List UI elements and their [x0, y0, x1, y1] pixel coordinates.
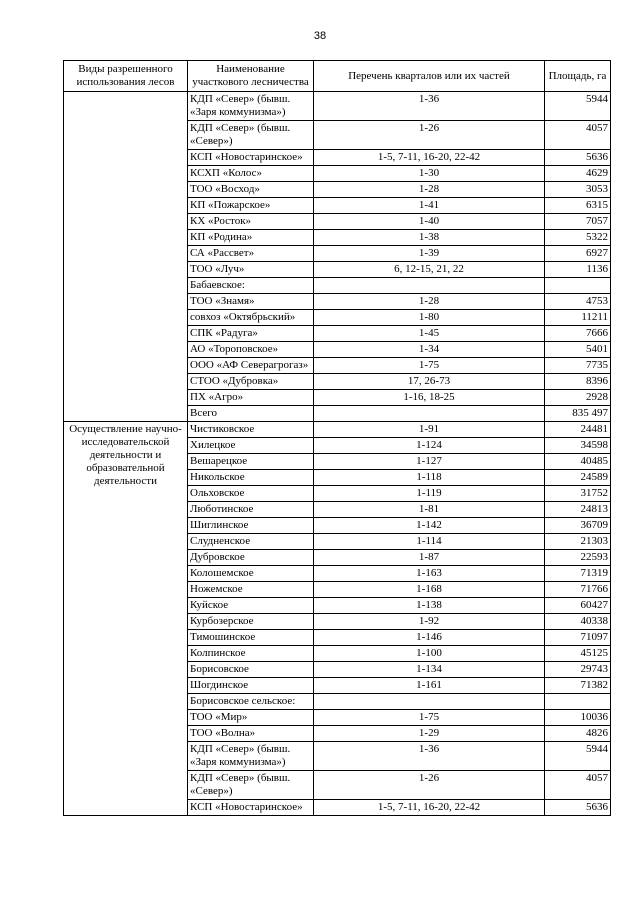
- area-cell: 24589: [545, 470, 611, 486]
- forestry-name-cell: Слудненское: [188, 534, 314, 550]
- area-cell: 71766: [545, 582, 611, 598]
- forestry-name-cell: Шиглинское: [188, 518, 314, 534]
- area-cell: 24481: [545, 422, 611, 438]
- area-cell: 2928: [545, 390, 611, 406]
- area-cell: 8396: [545, 374, 611, 390]
- quarters-cell: 1-114: [314, 534, 545, 550]
- area-cell: 7666: [545, 326, 611, 342]
- quarters-cell: 1-16, 18-25: [314, 390, 545, 406]
- area-cell: 71097: [545, 630, 611, 646]
- table-header-row: [64, 61, 611, 92]
- quarters-cell: 1-119: [314, 486, 545, 502]
- quarters-cell: 1-40: [314, 214, 545, 230]
- area-cell: 4826: [545, 726, 611, 742]
- area-cell: 29743: [545, 662, 611, 678]
- quarters-cell: 1-30: [314, 166, 545, 182]
- quarters-cell: 1-87: [314, 550, 545, 566]
- area-cell: 36709: [545, 518, 611, 534]
- quarters-cell: 1-45: [314, 326, 545, 342]
- forestry-name-cell: ТОО «Знамя»: [188, 294, 314, 310]
- area-cell: 7735: [545, 358, 611, 374]
- forestry-name-cell: ТОО «Мир»: [188, 710, 314, 726]
- forestry-name-cell: Борисовское: [188, 662, 314, 678]
- forestry-name-cell: Никольское: [188, 470, 314, 486]
- area-cell: 34598: [545, 438, 611, 454]
- forestry-name-cell: Ольховское: [188, 486, 314, 502]
- quarters-cell: [314, 406, 545, 422]
- forestry-name-cell: СПК «Радуга»: [188, 326, 314, 342]
- area-cell: 45125: [545, 646, 611, 662]
- quarters-cell: [314, 278, 545, 294]
- forestry-name-cell: совхоз «Октябрьский»: [188, 310, 314, 326]
- quarters-cell: 1-38: [314, 230, 545, 246]
- forestry-name-cell: Вешарецкое: [188, 454, 314, 470]
- use-type-cell: [64, 92, 188, 422]
- area-cell: 5944: [545, 742, 611, 771]
- area-cell: 4753: [545, 294, 611, 310]
- quarters-cell: 1-124: [314, 438, 545, 454]
- forestry-name-cell: АО «Тороповское»: [188, 342, 314, 358]
- forestry-name-cell: Бабаевское:: [188, 278, 314, 294]
- area-cell: 5944: [545, 92, 611, 121]
- quarters-cell: 1-26: [314, 121, 545, 150]
- quarters-cell: 1-163: [314, 566, 545, 582]
- forestry-name-cell: ООО «АФ Северагрогаз»: [188, 358, 314, 374]
- table-row: [64, 92, 611, 121]
- forestry-name-cell: КП «Пожарское»: [188, 198, 314, 214]
- area-cell: 21303: [545, 534, 611, 550]
- quarters-cell: 1-75: [314, 710, 545, 726]
- forestry-name-cell: КСП «Новостаринское»: [188, 150, 314, 166]
- quarters-cell: 1-36: [314, 92, 545, 121]
- area-cell: 4057: [545, 771, 611, 800]
- forestry-name-cell: КДП «Север» (бывш. «Север»): [188, 121, 314, 150]
- header-use-type: Виды разрешенного использования лесов: [64, 61, 188, 92]
- quarters-cell: 1-5, 7-11, 16-20, 22-42: [314, 150, 545, 166]
- quarters-cell: 1-168: [314, 582, 545, 598]
- forestry-name-cell: Курбозерское: [188, 614, 314, 630]
- area-cell: 3053: [545, 182, 611, 198]
- quarters-cell: 1-134: [314, 662, 545, 678]
- area-cell: 60427: [545, 598, 611, 614]
- forestry-name-cell: СТОО «Дубровка»: [188, 374, 314, 390]
- forestry-name-cell: КХ «Росток»: [188, 214, 314, 230]
- forestry-name-cell: ТОО «Восход»: [188, 182, 314, 198]
- area-cell: 40338: [545, 614, 611, 630]
- area-cell: 40485: [545, 454, 611, 470]
- quarters-cell: 1-92: [314, 614, 545, 630]
- area-cell: 4629: [545, 166, 611, 182]
- quarters-cell: 1-161: [314, 678, 545, 694]
- quarters-cell: 1-36: [314, 742, 545, 771]
- quarters-cell: 1-75: [314, 358, 545, 374]
- quarters-cell: 1-127: [314, 454, 545, 470]
- forestry-name-cell: Всего: [188, 406, 314, 422]
- forestry-name-cell: Тимошинское: [188, 630, 314, 646]
- area-cell: [545, 694, 611, 710]
- area-cell: 5401: [545, 342, 611, 358]
- forestry-name-cell: КСХП «Колос»: [188, 166, 314, 182]
- forestry-name-cell: Ножемское: [188, 582, 314, 598]
- header-area: Площадь, га: [545, 61, 611, 92]
- forestry-name-cell: ПХ «Агро»: [188, 390, 314, 406]
- quarters-cell: [314, 694, 545, 710]
- area-cell: 5636: [545, 150, 611, 166]
- quarters-cell: 17, 26-73: [314, 374, 545, 390]
- area-cell: 22593: [545, 550, 611, 566]
- quarters-cell: 1-41: [314, 198, 545, 214]
- quarters-cell: 1-118: [314, 470, 545, 486]
- forestry-name-cell: СА «Рассвет»: [188, 246, 314, 262]
- quarters-cell: 1-81: [314, 502, 545, 518]
- area-cell: 835 497: [545, 406, 611, 422]
- table-body: [64, 92, 611, 816]
- quarters-cell: 1-34: [314, 342, 545, 358]
- area-cell: [545, 278, 611, 294]
- quarters-cell: 1-146: [314, 630, 545, 646]
- forestry-name-cell: Дубровское: [188, 550, 314, 566]
- use-type-cell: Осуществление научно-исследовательской деятельности и образовательной деятельности: [64, 422, 188, 816]
- area-cell: 5636: [545, 800, 611, 816]
- quarters-cell: 1-5, 7-11, 16-20, 22-42: [314, 800, 545, 816]
- forestry-name-cell: ТОО «Волна»: [188, 726, 314, 742]
- forestry-name-cell: Колошемское: [188, 566, 314, 582]
- forestry-name-cell: Люботинское: [188, 502, 314, 518]
- area-cell: 4057: [545, 121, 611, 150]
- header-forestry: Наименование участкового лесничества: [188, 61, 314, 92]
- quarters-cell: 1-28: [314, 182, 545, 198]
- quarters-cell: 1-100: [314, 646, 545, 662]
- forest-use-table: [63, 60, 611, 816]
- area-cell: 24813: [545, 502, 611, 518]
- forestry-name-cell: Чистиковское: [188, 422, 314, 438]
- area-cell: 6315: [545, 198, 611, 214]
- forestry-name-cell: Шогдинское: [188, 678, 314, 694]
- quarters-cell: 6, 12-15, 21, 22: [314, 262, 545, 278]
- quarters-cell: 1-28: [314, 294, 545, 310]
- forestry-name-cell: Куйское: [188, 598, 314, 614]
- quarters-cell: 1-138: [314, 598, 545, 614]
- quarters-cell: 1-29: [314, 726, 545, 742]
- forestry-name-cell: ТОО «Луч»: [188, 262, 314, 278]
- forestry-name-cell: Колпинское: [188, 646, 314, 662]
- area-cell: 7057: [545, 214, 611, 230]
- forestry-name-cell: КП «Родина»: [188, 230, 314, 246]
- forestry-name-cell: КДП «Север» (бывш. «Заря коммунизма»): [188, 92, 314, 121]
- area-cell: 71319: [545, 566, 611, 582]
- quarters-cell: 1-142: [314, 518, 545, 534]
- forestry-name-cell: КДП «Север» (бывш. «Север»): [188, 771, 314, 800]
- quarters-cell: 1-91: [314, 422, 545, 438]
- area-cell: 31752: [545, 486, 611, 502]
- area-cell: 11211: [545, 310, 611, 326]
- area-cell: 6927: [545, 246, 611, 262]
- area-cell: 71382: [545, 678, 611, 694]
- quarters-cell: 1-80: [314, 310, 545, 326]
- table-row: [64, 422, 611, 438]
- area-cell: 5322: [545, 230, 611, 246]
- area-cell: 10036: [545, 710, 611, 726]
- quarters-cell: 1-39: [314, 246, 545, 262]
- forestry-name-cell: Борисовское сельское:: [188, 694, 314, 710]
- page-number: 38: [313, 30, 327, 42]
- header-quarters: Перечень кварталов или их частей: [314, 61, 545, 92]
- forestry-name-cell: КСП «Новостаринское»: [188, 800, 314, 816]
- quarters-cell: 1-26: [314, 771, 545, 800]
- area-cell: 1136: [545, 262, 611, 278]
- forestry-name-cell: КДП «Север» (бывш. «Заря коммунизма»): [188, 742, 314, 771]
- forestry-name-cell: Хилецкое: [188, 438, 314, 454]
